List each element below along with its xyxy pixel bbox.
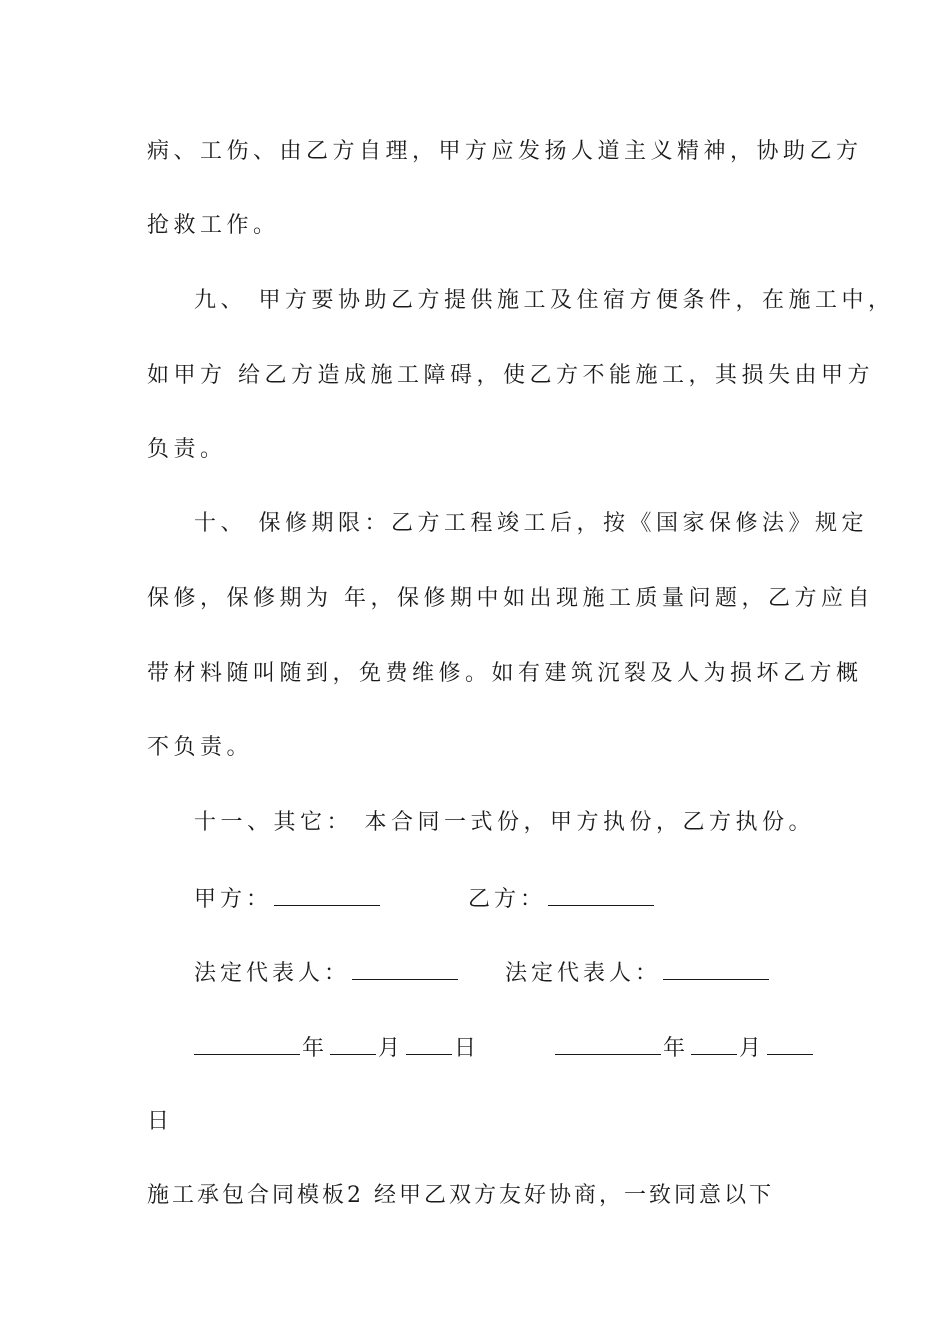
date-b-month: 月 <box>739 1036 766 1061</box>
clause-eleven-line: 十一、其它： 本合同一式份，甲方执份，乙方执份。 <box>194 810 815 835</box>
party-b-blank <box>548 883 654 906</box>
paragraph-line: 带材料随叫随到，免费维修。如有建筑沉裂及人为损坏乙方概 <box>147 661 863 686</box>
date-b-day-wrap <box>147 1107 173 1137</box>
rep-b-signature <box>505 957 771 989</box>
paragraph-line: 保修，保修期为 年，保修期中如出现施工质量问题，乙方应自 <box>147 586 874 611</box>
rep-b-blank <box>663 957 769 980</box>
party-b-label: 乙方： <box>468 887 547 912</box>
party-a-label: 甲方： <box>194 887 273 912</box>
date-b-day: 日 <box>147 1109 174 1134</box>
paragraph-line: 负责。 <box>147 437 227 462</box>
paragraph-line: 不负责。 <box>147 735 254 760</box>
date-b-day-blank <box>767 1032 813 1055</box>
rep-a-signature <box>194 957 460 989</box>
rep-b-label: 法定代表人： <box>505 961 662 986</box>
date-b-year-blank <box>555 1032 661 1055</box>
date-b-year: 年 <box>663 1036 690 1061</box>
date-a-month: 月 <box>378 1036 405 1061</box>
next-template-heading: 施工承包合同模板2 经甲乙双方友好协商，一致同意以下 <box>147 1183 774 1208</box>
date-a-month-blank <box>330 1032 376 1055</box>
paragraph-line: 如甲方 给乙方造成施工障碍，使乙方不能施工，其损失由甲方 <box>147 363 874 388</box>
rep-a-blank <box>352 957 458 980</box>
date-a-day-blank <box>406 1032 452 1055</box>
date-b-month-blank <box>691 1032 737 1055</box>
paragraph-line: 抢救工作。 <box>147 213 280 238</box>
paragraph-line: 病、工伤、由乙方自理，甲方应发扬人道主义精神，协助乙方 <box>147 139 863 164</box>
party-a-signature <box>194 883 382 915</box>
rep-a-label: 法定代表人： <box>194 961 351 986</box>
party-b-signature <box>468 883 656 915</box>
clause-ten-line: 十、 保修期限：乙方工程竣工后，按《国家保修法》规定 <box>194 511 868 536</box>
date-b <box>553 1032 815 1064</box>
date-a-day: 日 <box>454 1036 481 1061</box>
party-a-blank <box>274 883 380 906</box>
date-a-year: 年 <box>302 1036 329 1061</box>
date-a <box>192 1032 480 1064</box>
clause-nine-line: 九、 甲方要协助乙方提供施工及住宿方便条件，在施工中， <box>194 288 895 313</box>
date-a-year-blank <box>194 1032 300 1055</box>
